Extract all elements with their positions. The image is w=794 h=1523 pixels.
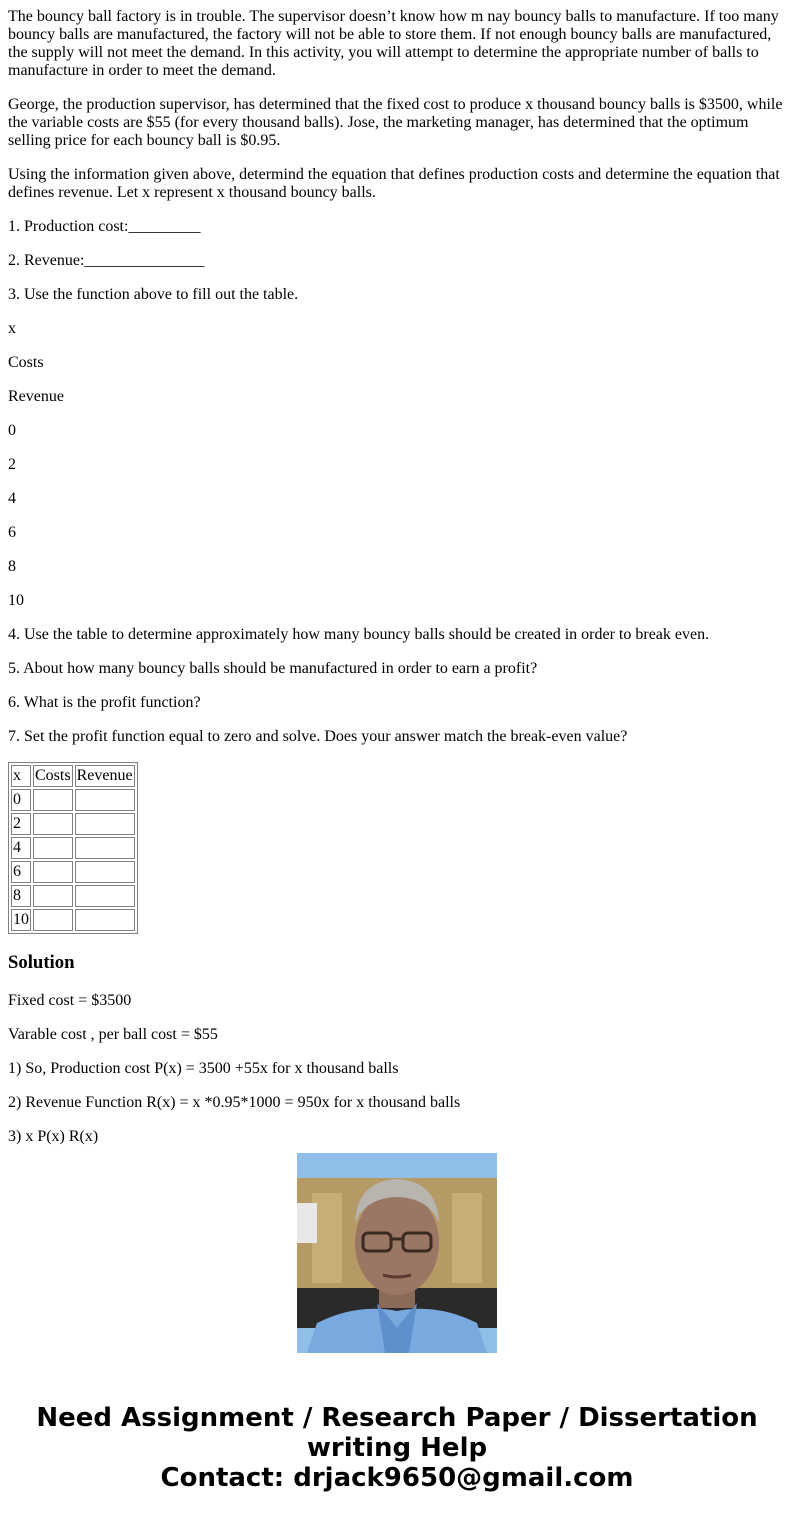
flat-table-line: Costs [8,354,44,371]
table-header-row [11,765,135,787]
header-revenue: Revenue [75,765,135,787]
instructions-paragraph: Using the information given above, determind the equation that defines production costs and determine the equation that defines revenue. Let x represent x thousand bouncy balls. [8,166,780,201]
question-3: 3. Use the function above to fill out the table. [8,286,299,303]
cell-revenue [75,909,135,931]
flat-table-line: Revenue [8,388,64,405]
question-5: 5. About how many bouncy balls should be manufactured in order to earn a profit? [8,660,538,677]
question-4: 4. Use the table to determine approximately how many bouncy balls should be created in order to break even. [8,626,710,643]
intro-paragraph: The bouncy ball factory is in trouble. The supervisor doesn’t know how m nay bouncy balls to manufacture. If too many bouncy balls are manufactured, the factory will not be able to store them. If not enough bouncy balls are manufactured, the supply will not meet the demand. In this activity, you will attempt to determine the appropriate number of balls to manufacture in order to meet the demand. [8,8,779,79]
table-row [11,909,135,931]
footer-line-2: writing Help [306,1433,488,1463]
cell-costs [33,789,73,811]
flat-table-line: 6 [8,524,16,541]
solution-line: 2) Revenue Function R(x) = x *0.95*1000 = 950x for x thousand balls [8,1094,461,1111]
person-photo-icon [297,1153,497,1353]
flat-table-line: 4 [8,490,16,507]
cell-costs [33,909,73,931]
cost-revenue-table [8,762,138,934]
footer-line-1: Need Assignment / Research Paper / Dissertation [36,1403,758,1433]
footer-banner [0,1403,794,1493]
cell-x: 2 [11,813,31,835]
cost-info-paragraph: George, the production supervisor, has determined that the fixed cost to produce x thousand bouncy balls is $3500, while the variable costs are $55 (for every thousand balls). Jose, the marketing manager, has determined that the optimum selling price for each bouncy ball is $0.95. [8,96,783,149]
flat-table-line: 10 [8,592,24,609]
cell-revenue [75,837,135,859]
cell-revenue [75,813,135,835]
solution-line: Varable cost , per ball cost = $55 [8,1026,218,1043]
table-row [11,885,135,907]
question-2: 2. Revenue:_______________ [8,252,205,269]
flat-table-line: 0 [8,422,16,439]
table-row [11,837,135,859]
solution-line: 3) x P(x) R(x) [8,1128,99,1145]
question-6: 6. What is the profit function? [8,694,201,711]
question-7: 7. Set the profit function equal to zero and solve. Does your answer match the break-even value? [8,728,628,745]
cell-x: 8 [11,885,31,907]
solution-line: Fixed cost = $3500 [8,992,132,1009]
cell-x: 6 [11,861,31,883]
flat-table-line: 2 [8,456,16,473]
document-content [8,0,786,1145]
header-x: x [11,765,31,787]
cell-x: 0 [11,789,31,811]
cell-revenue [75,885,135,907]
table-row [11,861,135,883]
footer-contact: Contact: drjack9650@gmail.com [160,1463,634,1493]
avatar [297,1153,497,1353]
flat-table-line: 8 [8,558,16,575]
cell-x: 10 [11,909,31,931]
cell-revenue [75,789,135,811]
solution-line: 1) So, Production cost P(x) = 3500 +55x for x thousand balls [8,1060,399,1077]
cell-costs [33,837,73,859]
header-costs: Costs [33,765,73,787]
cell-x: 4 [11,837,31,859]
cell-costs [33,813,73,835]
cell-costs [33,861,73,883]
flat-table-line: x [8,320,16,337]
cell-revenue [75,861,135,883]
solution-heading: Solution [8,952,75,973]
cell-costs [33,885,73,907]
table-row [11,789,135,811]
table-row [11,813,135,835]
question-1: 1. Production cost:_________ [8,218,201,235]
